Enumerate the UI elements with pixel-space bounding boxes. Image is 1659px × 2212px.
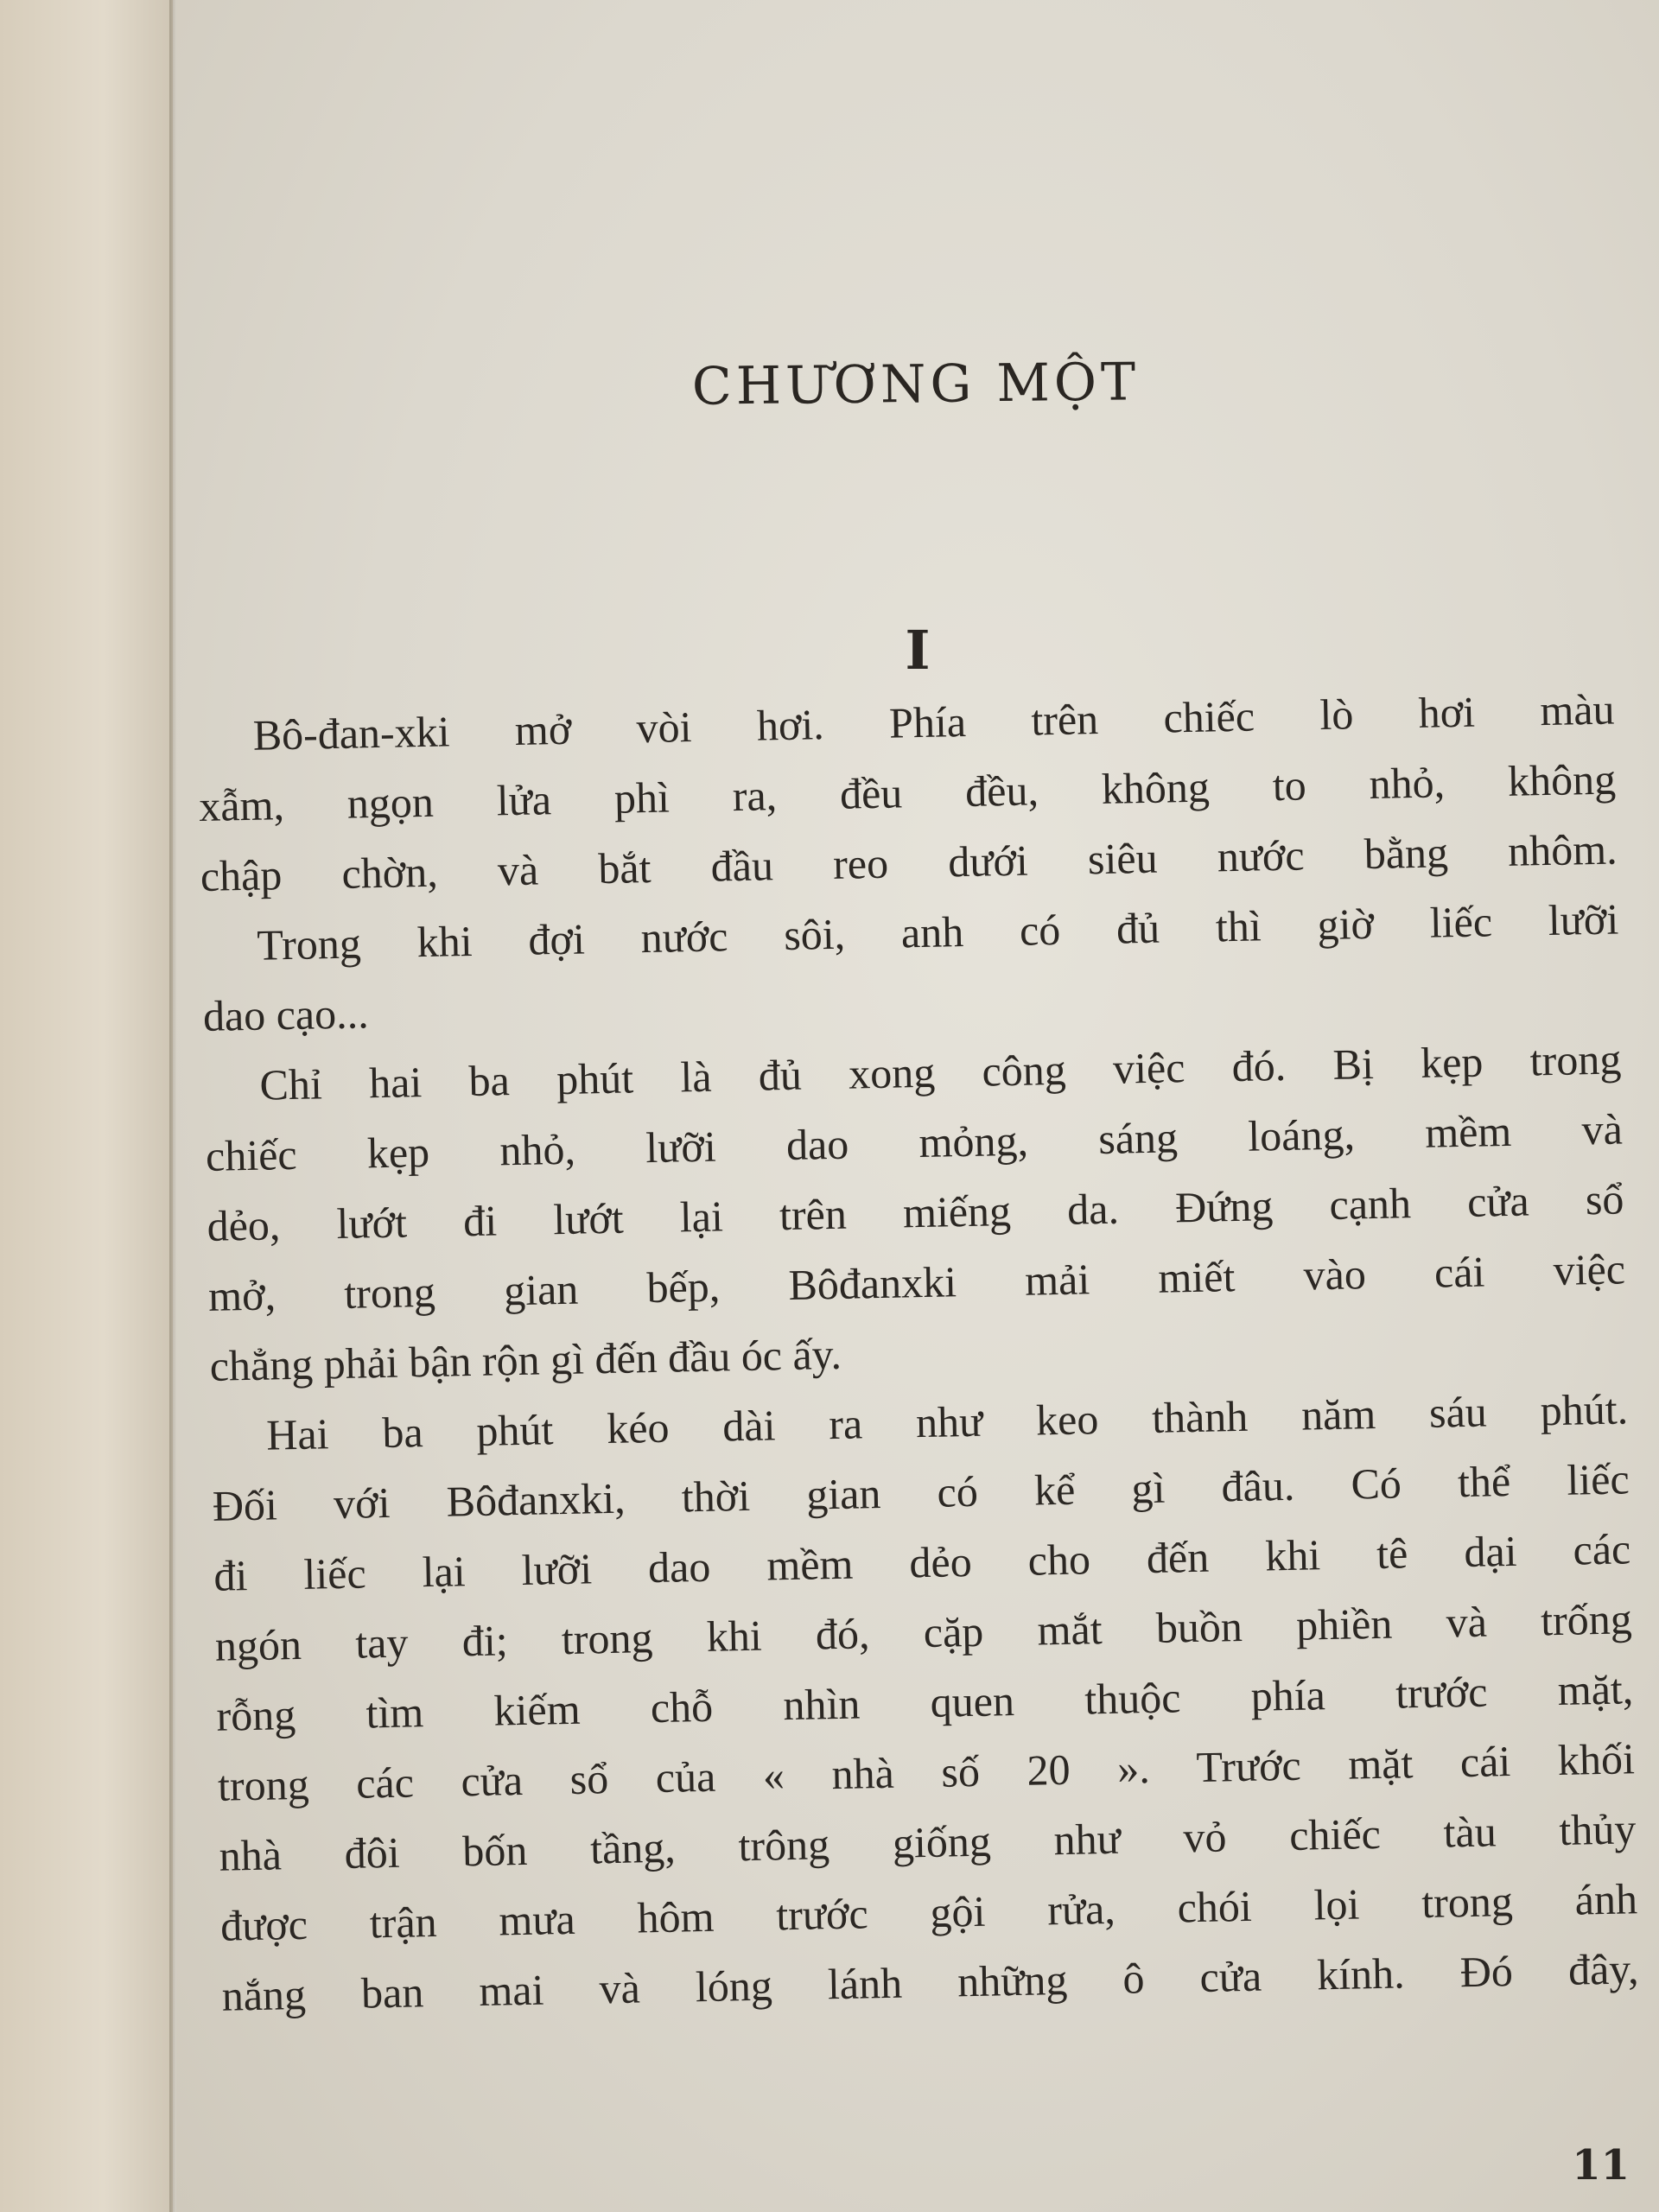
text-line: đi liếc lại lưỡi dao mềm dẻo cho đến khi tê dại các <box>213 1524 1631 1600</box>
text-line: Trong khi đợi nước sôi, anh có đủ thì giờ liếc lưỡi <box>256 894 1619 969</box>
text-line: dẻo, lướt đi lướt lại trên miếng da. Đứng cạnh cửa sổ <box>207 1174 1624 1250</box>
text-line: Hai ba phút kéo dài ra như keo thành năm sáu phút. <box>265 1384 1629 1459</box>
text-line: Chỉ hai ba phút là đủ xong công việc đó. Bị kẹp trong <box>258 1034 1622 1109</box>
text-line: Đối với Bôđanxki, thời gian có kể gì đâu. Có thể liếc <box>212 1454 1630 1530</box>
page-number: 11 <box>1572 2141 1630 2190</box>
text-line: trong các cửa sổ của « nhà số 20 ». Trước mặt cái khối <box>217 1734 1636 1810</box>
section-numeral: I <box>905 619 931 682</box>
text-line: Bô-đan-xki mở vòi hơi. Phía trên chiếc lò hơi màu <box>252 684 1616 760</box>
text-line: được trận mưa hôm trước gội rửa, chói lọi trong ánh <box>219 1874 1638 1950</box>
chapter-title: CHƯƠNG MỘT <box>691 352 1141 417</box>
body-text <box>197 675 1639 2031</box>
text-line: xẫm, ngọn lửa phì ra, đều đều, không to nhỏ, không <box>198 754 1617 830</box>
text-line: rỗng tìm kiếm chỗ nhìn quen thuộc phía trước mặt, <box>216 1664 1634 1740</box>
text-line: dao cạo... <box>202 988 370 1040</box>
text-line: chẳng phải bận rộn gì đến đầu óc ấy. <box>209 1329 842 1390</box>
text-line: chiếc kẹp nhỏ, lưỡi dao mỏng, sáng loáng, mềm và <box>205 1104 1624 1180</box>
text-line: ngón tay đi; trong khi đó, cặp mắt buồn phiền và trống <box>214 1594 1633 1670</box>
book-page <box>176 0 1659 2212</box>
text-line: chập chờn, và bắt đầu reo dưới siêu nước bằng nhôm. <box>200 824 1618 900</box>
text-line: nắng ban mai và lóng lánh những ô cửa kính. Đó đây, <box>221 1944 1639 2020</box>
facing-page-margin <box>0 0 173 2212</box>
text-line: nhà đôi bốn tầng, trông giống như vỏ chiếc tàu thủy <box>219 1804 1637 1880</box>
text-line: mở, trong gian bếp, Bôđanxki mải miết vào cái việc <box>207 1244 1626 1320</box>
